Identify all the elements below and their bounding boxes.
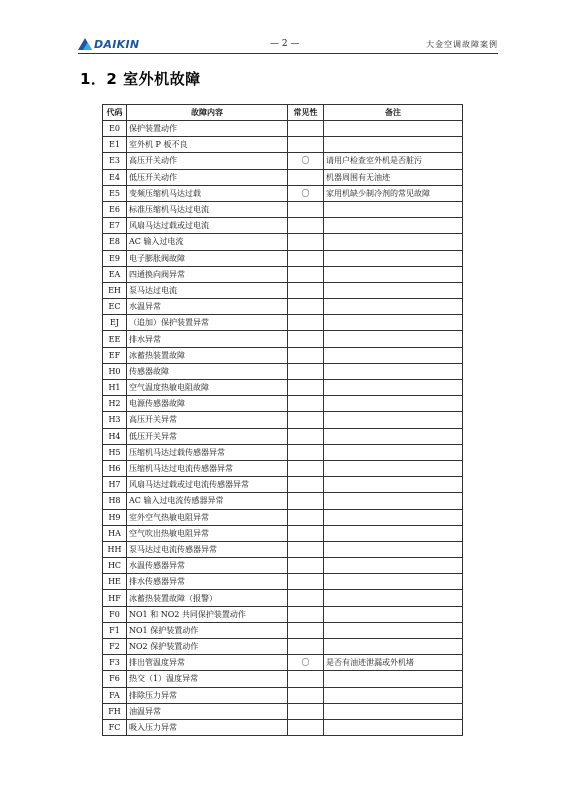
- frequency-mark: [288, 574, 324, 590]
- fault-code: H9: [103, 509, 127, 525]
- fault-note: [324, 574, 463, 590]
- fault-note: [324, 428, 463, 444]
- fault-code: F6: [103, 671, 127, 687]
- fault-note: [324, 218, 463, 234]
- fault-code: FH: [103, 703, 127, 719]
- fault-code: H3: [103, 412, 127, 428]
- fault-description: 排除压力异常: [127, 687, 288, 703]
- table-row: [103, 687, 463, 703]
- table-row: [103, 622, 463, 638]
- fault-note: [324, 380, 463, 396]
- table-row: [103, 331, 463, 347]
- fault-description: 电子膨胀阀故障: [127, 250, 288, 266]
- table-row: [103, 282, 463, 298]
- frequency-mark: [288, 412, 324, 428]
- fault-code: H7: [103, 477, 127, 493]
- fault-note: 家用机缺少制冷剂的常见故障: [324, 185, 463, 201]
- fault-code: E0: [103, 121, 127, 137]
- table-row: [103, 558, 463, 574]
- fault-note: [324, 460, 463, 476]
- frequency-mark: [288, 444, 324, 460]
- fault-code: EH: [103, 282, 127, 298]
- table-row: [103, 460, 463, 476]
- fault-note: [324, 639, 463, 655]
- fault-code: E3: [103, 153, 127, 169]
- fault-description: NO1 和 NO2 共同保护装置动作: [127, 606, 288, 622]
- fault-note: [324, 444, 463, 460]
- fault-code: HH: [103, 541, 127, 557]
- fault-note: [324, 347, 463, 363]
- table-row: [103, 363, 463, 379]
- frequency-mark: [288, 380, 324, 396]
- fault-description: 油温异常: [127, 703, 288, 719]
- fault-description: 泵马达过电流: [127, 282, 288, 298]
- daikin-logo-icon: [78, 38, 92, 50]
- fault-note: [324, 137, 463, 153]
- fault-note: [324, 201, 463, 217]
- frequency-mark: [288, 201, 324, 217]
- fault-code: F0: [103, 606, 127, 622]
- table-row: [103, 380, 463, 396]
- fault-description: 传感器故障: [127, 363, 288, 379]
- table-header-row: [103, 105, 463, 121]
- fault-note: [324, 282, 463, 298]
- fault-description: 排水传感器异常: [127, 574, 288, 590]
- fault-description: 泵马达过电流传感器异常: [127, 541, 288, 557]
- fault-description: 高压开关异常: [127, 412, 288, 428]
- frequency-mark: [288, 396, 324, 412]
- table-row: [103, 234, 463, 250]
- fault-note: [324, 396, 463, 412]
- fault-note: [324, 558, 463, 574]
- fault-note: 是否有油迹泄漏或外机堵: [324, 655, 463, 671]
- fault-code: H1: [103, 380, 127, 396]
- table-row: [103, 509, 463, 525]
- column-header-frequency: 常见性: [288, 105, 324, 121]
- fault-note: [324, 671, 463, 687]
- fault-description: 室外机 P 板不良: [127, 137, 288, 153]
- frequency-mark: [288, 671, 324, 687]
- fault-note: 请用户检查室外机是否脏污: [324, 153, 463, 169]
- table-row: [103, 541, 463, 557]
- fault-code: E6: [103, 201, 127, 217]
- fault-description: 水温异常: [127, 299, 288, 315]
- frequency-mark: 〇: [288, 185, 324, 201]
- frequency-mark: [288, 250, 324, 266]
- fault-code: H6: [103, 460, 127, 476]
- table-row: [103, 671, 463, 687]
- frequency-mark: [288, 509, 324, 525]
- fault-note: [324, 509, 463, 525]
- fault-note: [324, 331, 463, 347]
- fault-description: （追加）保护装置异常: [127, 315, 288, 331]
- table-row: [103, 121, 463, 137]
- fault-code: HF: [103, 590, 127, 606]
- fault-description: 空气温度热敏电阻故障: [127, 380, 288, 396]
- frequency-mark: [288, 282, 324, 298]
- fault-note: [324, 234, 463, 250]
- fault-description: 室外空气热敏电阻异常: [127, 509, 288, 525]
- section-title: 1．2 室外机故障: [80, 70, 201, 88]
- table-row: [103, 218, 463, 234]
- fault-code: H5: [103, 444, 127, 460]
- fault-description: 四通换向阀异常: [127, 266, 288, 282]
- fault-code: F3: [103, 655, 127, 671]
- table-row: [103, 315, 463, 331]
- table-row: [103, 185, 463, 201]
- logo-text: DAIKIN: [94, 37, 140, 51]
- frequency-mark: [288, 719, 324, 735]
- table-row: [103, 606, 463, 622]
- fault-code: EC: [103, 299, 127, 315]
- frequency-mark: [288, 525, 324, 541]
- table-row: [103, 169, 463, 185]
- fault-description: 高压开关动作: [127, 153, 288, 169]
- fault-description: 变频压缩机马达过载: [127, 185, 288, 201]
- fault-code: EE: [103, 331, 127, 347]
- fault-code: E4: [103, 169, 127, 185]
- fault-code: H8: [103, 493, 127, 509]
- page-header: [78, 36, 498, 58]
- table-row: [103, 412, 463, 428]
- table-row: [103, 703, 463, 719]
- fault-description: 保护装置动作: [127, 121, 288, 137]
- frequency-mark: [288, 541, 324, 557]
- frequency-mark: [288, 169, 324, 185]
- fault-note: [324, 525, 463, 541]
- fault-description: 压缩机马达过载传感器异常: [127, 444, 288, 460]
- fault-description: 压缩机马达过电流传感器异常: [127, 460, 288, 476]
- fault-code: EA: [103, 266, 127, 282]
- fault-note: [324, 622, 463, 638]
- frequency-mark: [288, 331, 324, 347]
- fault-code: E1: [103, 137, 127, 153]
- header-divider: [78, 53, 498, 54]
- frequency-mark: [288, 493, 324, 509]
- table-row: [103, 590, 463, 606]
- table-row: [103, 477, 463, 493]
- frequency-mark: [288, 218, 324, 234]
- frequency-mark: 〇: [288, 655, 324, 671]
- fault-code: H4: [103, 428, 127, 444]
- fault-code: EJ: [103, 315, 127, 331]
- frequency-mark: [288, 121, 324, 137]
- fault-code: H0: [103, 363, 127, 379]
- fault-note: [324, 250, 463, 266]
- frequency-mark: [288, 234, 324, 250]
- fault-code: FA: [103, 687, 127, 703]
- table-row: [103, 347, 463, 363]
- fault-description: AC 输入过电流传感器异常: [127, 493, 288, 509]
- fault-code: HA: [103, 525, 127, 541]
- fault-code: FC: [103, 719, 127, 735]
- frequency-mark: [288, 299, 324, 315]
- frequency-mark: [288, 460, 324, 476]
- frequency-mark: [288, 477, 324, 493]
- fault-note: [324, 541, 463, 557]
- fault-note: [324, 493, 463, 509]
- fault-code: E7: [103, 218, 127, 234]
- fault-note: [324, 719, 463, 735]
- column-header-description: 故障内容: [127, 105, 288, 121]
- table-body: [103, 121, 463, 736]
- frequency-mark: [288, 347, 324, 363]
- fault-description: 排水异常: [127, 331, 288, 347]
- fault-code: F1: [103, 622, 127, 638]
- fault-description: 水温传感器异常: [127, 558, 288, 574]
- frequency-mark: 〇: [288, 153, 324, 169]
- frequency-mark: [288, 687, 324, 703]
- column-header-code: 代码: [103, 105, 127, 121]
- table-row: [103, 719, 463, 735]
- frequency-mark: [288, 703, 324, 719]
- fault-note: [324, 121, 463, 137]
- fault-description: 冰蓄热装置故障: [127, 347, 288, 363]
- fault-description: NO2 保护装置动作: [127, 639, 288, 655]
- fault-note: [324, 363, 463, 379]
- table-row: [103, 525, 463, 541]
- fault-description: 标准压缩机马达过电流: [127, 201, 288, 217]
- fault-description: 热交（1）温度异常: [127, 671, 288, 687]
- fault-description: 风扇马达过载或过电流传感器异常: [127, 477, 288, 493]
- table-row: [103, 655, 463, 671]
- fault-table: [102, 104, 463, 736]
- fault-note: [324, 687, 463, 703]
- table-row: [103, 250, 463, 266]
- table-row: [103, 153, 463, 169]
- table-row: [103, 299, 463, 315]
- fault-description: 低压开关异常: [127, 428, 288, 444]
- fault-note: [324, 315, 463, 331]
- fault-code: E9: [103, 250, 127, 266]
- frequency-mark: [288, 266, 324, 282]
- fault-note: [324, 703, 463, 719]
- frequency-mark: [288, 363, 324, 379]
- table-row: [103, 137, 463, 153]
- frequency-mark: [288, 558, 324, 574]
- table-row: [103, 444, 463, 460]
- fault-code: E8: [103, 234, 127, 250]
- column-header-note: 备注: [324, 105, 463, 121]
- frequency-mark: [288, 639, 324, 655]
- fault-description: 电源传感器故障: [127, 396, 288, 412]
- fault-note: [324, 590, 463, 606]
- fault-note: [324, 477, 463, 493]
- fault-description: 排出管温度异常: [127, 655, 288, 671]
- fault-description: 风扇马达过载或过电流: [127, 218, 288, 234]
- table-row: [103, 266, 463, 282]
- fault-note: [324, 412, 463, 428]
- fault-code: HE: [103, 574, 127, 590]
- frequency-mark: [288, 622, 324, 638]
- frequency-mark: [288, 137, 324, 153]
- frequency-mark: [288, 315, 324, 331]
- fault-note: 机器周围有无油迹: [324, 169, 463, 185]
- fault-description: 低压开关动作: [127, 169, 288, 185]
- fault-code: EF: [103, 347, 127, 363]
- header-title: 大金空调故障案例: [426, 40, 498, 49]
- fault-description: 冰蓄热装置故障（报警）: [127, 590, 288, 606]
- fault-code: HC: [103, 558, 127, 574]
- frequency-mark: [288, 428, 324, 444]
- table-row: [103, 574, 463, 590]
- table-row: [103, 493, 463, 509]
- daikin-logo: [78, 37, 139, 51]
- fault-code: E5: [103, 185, 127, 201]
- table-row: [103, 428, 463, 444]
- fault-note: [324, 266, 463, 282]
- table-row: [103, 396, 463, 412]
- fault-note: [324, 299, 463, 315]
- table-row: [103, 639, 463, 655]
- fault-description: 空气吹出热敏电阻异常: [127, 525, 288, 541]
- table-row: [103, 201, 463, 217]
- fault-note: [324, 606, 463, 622]
- fault-description: 吸入压力异常: [127, 719, 288, 735]
- frequency-mark: [288, 590, 324, 606]
- fault-description: AC 输入过电流: [127, 234, 288, 250]
- frequency-mark: [288, 606, 324, 622]
- fault-code: F2: [103, 639, 127, 655]
- fault-description: NO1 保护装置动作: [127, 622, 288, 638]
- fault-code: H2: [103, 396, 127, 412]
- page-number: — 2 —: [270, 39, 300, 49]
